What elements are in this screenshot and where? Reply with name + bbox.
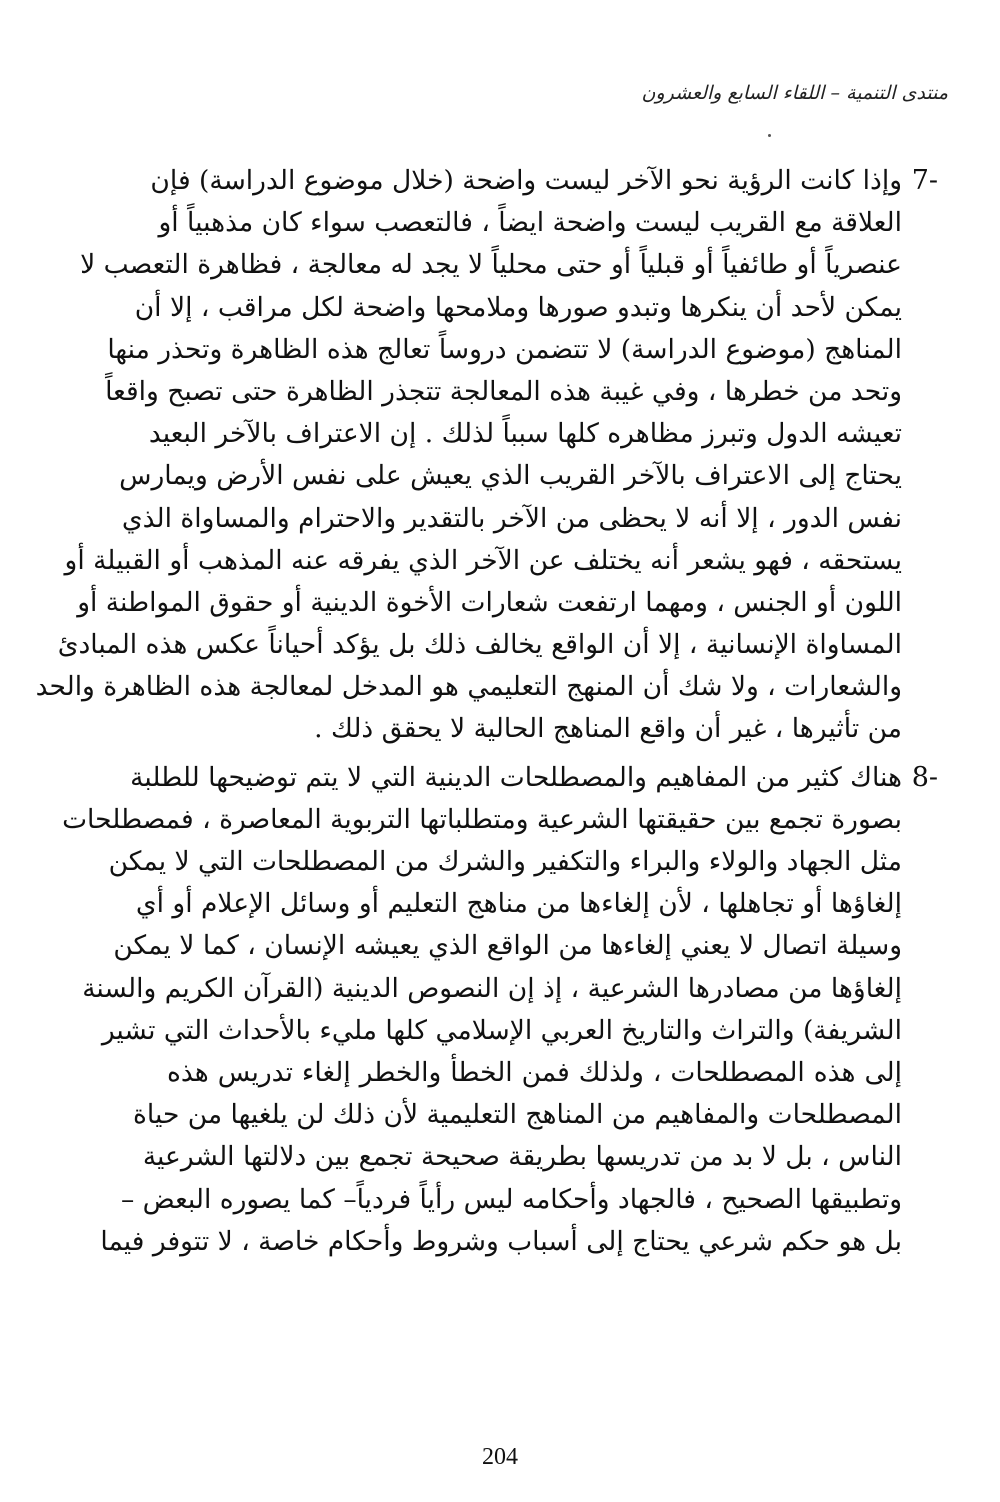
text-line: وإذا كانت الرؤية نحو الآخر ليست واضحة (خلال موضوع الدراسة) فإن	[150, 165, 902, 196]
text-line: وتحد من خطرها ، وفي غيبة هذه المعالجة تتجذر الظاهرة حتى تصبح واقعاً	[105, 375, 902, 407]
text-line: الناس ، بل لا بد من تدريسها بطريقة صحيحة تجمع بين دلالتها الشرعية	[142, 1141, 902, 1173]
numbered-paragraph-8	[62, 757, 938, 1263]
text-line: يستحقه ، فهو يشعر أنه يختلف عن الآخر الذي يفرقه عنه المذهب أو القبيلة أو	[64, 544, 902, 576]
text-line: هناك كثير من المفاهيم والمصطلحات الدينية التي لا يتم توضيحها للطلبة	[130, 761, 902, 793]
text-line: المناهج (موضوع الدراسة) لا تتضمن دروساً تعالج هذه الظاهرة وتحذر منها	[107, 333, 902, 365]
body-text	[35, 160, 938, 1263]
text-line: مثل الجهاد والولاء والبراء والتكفير والشرك من المصطلحات التي لا يمكن	[108, 846, 902, 877]
text-line: إلغاؤها أو تجاهلها ، لأن إلغاءها من مناهج التعليم أو وسائل الإعلام أو أي	[135, 888, 902, 920]
text-line: العلاقة مع القريب ليست واضحة ايضاً ، فالتعصب سواء كان مذهبياً أو	[158, 207, 902, 239]
text-line: يمكن لأحد أن ينكرها وتبدو صورها وملامحها واضحة لكل مراقب ، إلا أن	[134, 291, 902, 323]
text-line: المصطلحات والمفاهيم من المناهج التعليمية لأن ذلك لن يلغيها من حياة	[133, 1099, 902, 1131]
paragraph-number: 7-	[911, 165, 938, 196]
text-line: المساواة الإنسانية ، إلا أن الواقع يخالف ذلك بل يؤكد أحياناً عكس هذه المبادئ	[57, 629, 902, 661]
text-line: الشريفة) والتراث والتاريخ العربي الإسلامي كلها مليء بالأحداث التي تشير	[101, 1014, 902, 1046]
page-number: 204	[482, 1444, 518, 1470]
text-line: من تأثيرها ، غير أن واقع المناهج الحالية لا يحقق ذلك .	[314, 713, 902, 745]
text-line: عنصرياً أو طائفياً أو قبلياً أو حتى محلياً لا يجد له معالجة ، فظاهرة التعصب لا	[80, 249, 902, 281]
numbered-paragraph-7	[35, 160, 938, 751]
text-line: يحتاج إلى الاعتراف بالآخر القريب الذي يعيش على نفس الأرض ويمارس	[119, 460, 902, 492]
text-line: نفس الدور ، إلا أنه لا يحظى من الآخر بالتقدير والاحترام والمساواة الذي	[121, 502, 902, 534]
text-line: والشعارات ، ولا شك أن المنهج التعليمي هو المدخل لمعالجة هذه الظاهرة والحد	[35, 671, 902, 703]
text-line: تعيشه الدول وتبرز مظاهره كلها سبباً لذلك . إن الاعتراف بالآخر البعيد	[148, 418, 902, 450]
text-line: وتطبيقها الصحيح ، فالجهاد وأحكامه ليس رأياً فردياً– كما يصوره البعض –	[120, 1183, 902, 1215]
text-line: إلغاؤها من مصادرها الشرعية ، إذ إن النصوص الدينية (القرآن الكريم والسنة	[82, 972, 902, 1004]
paragraph-number: 8-	[911, 761, 938, 793]
text-line: وسيلة اتصال لا يعني إلغاءها من الواقع الذي يعيشه الإنسان ، كما لا يمكن	[113, 930, 902, 962]
text-line: بل هو حكم شرعي يحتاج إلى أسباب وشروط وأحكام خاصة ، لا تتوفر فيما	[100, 1225, 902, 1257]
text-line: إلى هذه المصطلحات ، ولذلك فمن الخطأ والخطر إلغاء تدريس هذه	[167, 1056, 902, 1088]
ink-speck	[768, 134, 771, 137]
text-line: بصورة تجمع بين حقيقتها الشرعية ومتطلباتها التربوية المعاصرة ، فمصطلحات	[62, 803, 902, 835]
text-line: اللون أو الجنس ، ومهما ارتفعت شعارات الأخوة الدينية أو حقوق المواطنة أو	[77, 586, 902, 618]
running-header: منتدى التنمية – اللقاء السابع والعشرون	[641, 82, 948, 104]
